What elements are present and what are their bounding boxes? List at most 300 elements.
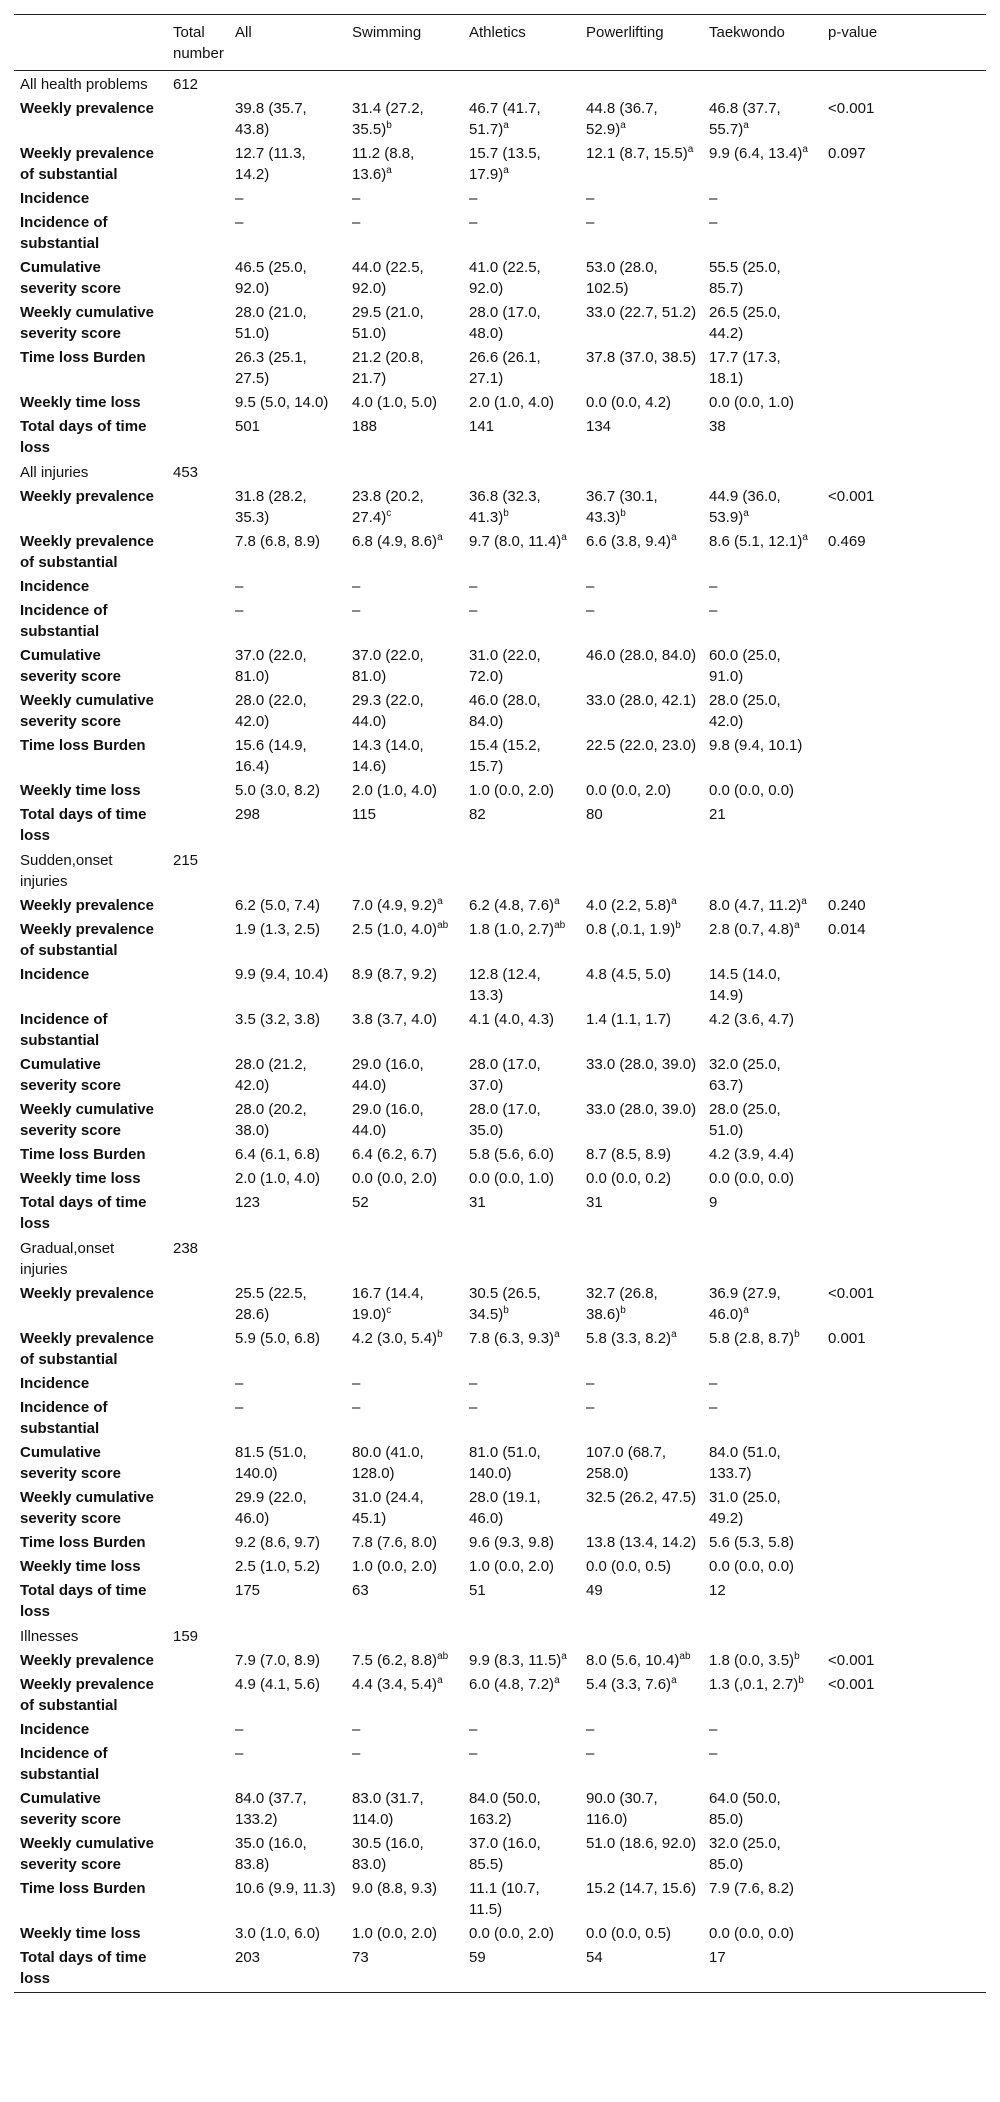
significance-superscript: a (503, 165, 509, 176)
row-label: Weekly prevalence of substantial (20, 921, 154, 959)
value-cell (463, 1945, 580, 1993)
value-cell (346, 1876, 463, 1921)
value-cell (580, 1648, 703, 1672)
empty-cell (167, 345, 229, 390)
p-value-cell: <0.001 (828, 1676, 875, 1693)
value-cell (229, 962, 346, 1007)
cell-value: 4.9 (4.1, 5.6) (235, 1676, 321, 1693)
cell-value: 17 (709, 1949, 726, 1966)
value-cell (229, 778, 346, 802)
value-cell (580, 1554, 703, 1578)
p-value-cell (822, 778, 986, 802)
value-cell (703, 962, 822, 1007)
cell-value: – (586, 578, 595, 595)
value-cell (346, 1052, 463, 1097)
value-cell (580, 1672, 703, 1717)
value-cell (346, 1097, 463, 1142)
value-cell (346, 1190, 463, 1235)
empty-cell (346, 1623, 463, 1648)
value-cell (580, 917, 703, 962)
cell-value: 80.0 (41.0, 128.0) (352, 1444, 424, 1482)
significance-superscript: a (503, 120, 509, 131)
value-cell (580, 1578, 703, 1623)
p-value-cell (822, 1007, 986, 1052)
row-label: Incidence (20, 190, 90, 207)
cell-value: 7.8 (6.8, 8.9) (235, 533, 321, 550)
empty-cell (167, 210, 229, 255)
empty-cell (167, 1554, 229, 1578)
value-cell (703, 598, 822, 643)
cell-value: 12 (709, 1582, 726, 1599)
p-value-cell: 0.001 (828, 1330, 866, 1347)
value-cell (580, 300, 703, 345)
cell-value: 32.5 (26.2, 47.5) (586, 1489, 697, 1506)
significance-superscript: a (671, 896, 677, 907)
value-cell (346, 1166, 463, 1190)
cell-value: 28.0 (17.0, 48.0) (469, 304, 541, 342)
value-cell (346, 1921, 463, 1945)
p-value-cell: <0.001 (828, 1285, 875, 1302)
value-cell (346, 210, 463, 255)
cell-value: 2.0 (1.0, 4.0) (469, 394, 555, 411)
cell-value: 80 (586, 806, 603, 823)
cell-value: 28.0 (17.0, 37.0) (469, 1056, 541, 1094)
empty-cell (167, 643, 229, 688)
table-row (14, 529, 986, 574)
significance-superscript: b (620, 1305, 626, 1316)
p-value-cell (822, 1142, 986, 1166)
value-cell (703, 96, 822, 141)
cell-value: 175 (235, 1582, 261, 1599)
empty-cell (167, 1166, 229, 1190)
cell-value: 1.8 (1.0, 2.7) (469, 921, 555, 938)
cell-value: 53.0 (28.0, 102.5) (586, 259, 658, 297)
cell-value: 25.5 (22.5, 28.6) (235, 1285, 307, 1323)
empty-cell (167, 1530, 229, 1554)
cell-value: 46.0 (28.0, 84.0) (469, 692, 541, 730)
value-cell (229, 893, 346, 917)
table-row (14, 1281, 986, 1326)
table-row (14, 1578, 986, 1623)
value-cell (229, 1945, 346, 1993)
cell-value: – (235, 190, 244, 207)
cell-value: 3.0 (1.0, 6.0) (235, 1925, 321, 1942)
cell-value: – (235, 1745, 244, 1762)
cell-value: 6.2 (5.0, 7.4) (235, 897, 321, 914)
cell-value: 188 (352, 418, 378, 435)
value-cell (229, 390, 346, 414)
row-label: Weekly time loss (20, 1925, 141, 1942)
cell-value: 9.2 (8.6, 9.7) (235, 1534, 321, 1551)
cell-value: 54 (586, 1949, 603, 1966)
p-value-cell (822, 186, 986, 210)
row-label: Time loss Burden (20, 737, 146, 754)
value-cell (580, 484, 703, 529)
cell-value: 28.0 (19.1, 46.0) (469, 1489, 541, 1527)
significance-superscript: ab (554, 920, 566, 931)
cell-value: 44.8 (36.7, 52.9) (586, 100, 658, 138)
cell-value: 16.7 (14.4, 19.0) (352, 1285, 424, 1323)
significance-superscript: a (743, 120, 749, 131)
cell-value: 5.0 (3.0, 8.2) (235, 782, 321, 799)
value-cell (703, 1876, 822, 1921)
value-cell (703, 574, 822, 598)
group-total: 612 (173, 76, 199, 93)
p-value-cell (822, 688, 986, 733)
value-cell (229, 1741, 346, 1786)
value-cell (703, 484, 822, 529)
table-row (14, 574, 986, 598)
table-row (14, 688, 986, 733)
cell-value: 15.7 (13.5, 17.9) (469, 145, 541, 183)
cell-value: 12.1 (8.7, 15.5) (586, 145, 688, 162)
value-cell (463, 390, 580, 414)
cell-value: 32.0 (25.0, 85.0) (709, 1835, 781, 1873)
value-cell (229, 1717, 346, 1741)
cell-value: – (586, 602, 595, 619)
row-label: Incidence of substantial (20, 602, 108, 640)
p-value-cell (822, 643, 986, 688)
significance-superscript: ab (437, 1651, 449, 1662)
value-cell (346, 778, 463, 802)
value-cell (463, 529, 580, 574)
cell-value: 4.1 (4.0, 4.3) (469, 1011, 555, 1028)
empty-cell (167, 1190, 229, 1235)
empty-cell (346, 1235, 463, 1281)
cell-value: 15.6 (14.9, 16.4) (235, 737, 307, 775)
cell-value: 84.0 (50.0, 163.2) (469, 1790, 541, 1828)
cell-value: – (586, 190, 595, 207)
cell-value: 84.0 (51.0, 133.7) (709, 1444, 781, 1482)
cell-value: – (709, 1745, 718, 1762)
value-cell (463, 733, 580, 778)
value-cell (580, 1831, 703, 1876)
cell-value: 1.0 (0.0, 2.0) (469, 1558, 555, 1575)
row-label: Weekly time loss (20, 782, 141, 799)
value-cell (229, 1786, 346, 1831)
p-value-cell (822, 1578, 986, 1623)
row-label: Total days of time loss (14, 1945, 167, 1993)
significance-superscript: b (675, 920, 681, 931)
p-value-cell (822, 1097, 986, 1142)
table-row (14, 1921, 986, 1945)
value-cell (229, 1440, 346, 1485)
value-cell (346, 96, 463, 141)
cell-value: – (352, 1745, 361, 1762)
value-cell (580, 1326, 703, 1371)
header-row (14, 15, 986, 71)
health-problems-table (14, 14, 986, 1993)
group-name: Gradual,onset injuries (20, 1240, 115, 1278)
cell-value: – (235, 602, 244, 619)
cell-value: – (709, 190, 718, 207)
value-cell (580, 1485, 703, 1530)
cell-value: 83.0 (31.7, 114.0) (352, 1790, 424, 1828)
p-value-cell (822, 1831, 986, 1876)
value-cell (463, 1097, 580, 1142)
empty-cell (167, 1876, 229, 1921)
cell-value: – (469, 1745, 478, 1762)
cell-value: 2.0 (1.0, 4.0) (352, 782, 438, 799)
cell-value: 14.3 (14.0, 14.6) (352, 737, 424, 775)
value-cell (463, 1717, 580, 1741)
value-cell (346, 917, 463, 962)
significance-superscript: a (561, 532, 567, 543)
p-value-cell (822, 962, 986, 1007)
value-cell (580, 1052, 703, 1097)
value-cell (346, 186, 463, 210)
value-cell (463, 1371, 580, 1395)
value-cell (580, 390, 703, 414)
cell-value: 32.7 (26.8, 38.6) (586, 1285, 658, 1323)
row-label: Total days of time loss (20, 418, 147, 456)
header-cell-taekwondo: Taekwondo (703, 15, 822, 71)
row-label: Weekly cumulative severity score (20, 1835, 154, 1873)
cell-value: 9.6 (9.3, 9.8) (469, 1534, 555, 1551)
cell-value: 8.0 (5.6, 10.4) (586, 1652, 680, 1669)
row-label: Incidence of substantial (20, 214, 108, 252)
empty-cell (167, 1440, 229, 1485)
row-label: Total days of time loss (20, 1582, 147, 1620)
value-cell (463, 186, 580, 210)
row-label: Cumulative severity score (20, 1056, 121, 1094)
value-cell (346, 1945, 463, 1993)
table-row (14, 598, 986, 643)
cell-value: 5.8 (2.8, 8.7) (709, 1330, 795, 1347)
value-cell (229, 1142, 346, 1166)
value-cell (703, 778, 822, 802)
value-cell (346, 1440, 463, 1485)
group-row (14, 847, 986, 893)
empty-cell (167, 1281, 229, 1326)
row-label: Weekly prevalence (20, 100, 154, 117)
cell-value: 1.3 (,0.1, 2.7) (709, 1676, 799, 1693)
value-cell (463, 1326, 580, 1371)
value-cell (463, 1395, 580, 1440)
cell-value: 31.0 (25.0, 49.2) (709, 1489, 781, 1527)
empty-cell (167, 778, 229, 802)
empty-cell (703, 71, 822, 97)
value-cell (703, 1142, 822, 1166)
empty-cell (229, 459, 346, 484)
row-label: Weekly prevalence (20, 488, 154, 505)
value-cell (229, 1052, 346, 1097)
table-row (14, 1440, 986, 1485)
header-cell-swimming: Swimming (346, 15, 463, 71)
cell-value: – (469, 602, 478, 619)
cell-value: 4.2 (3.6, 4.7) (709, 1011, 795, 1028)
cell-value: 36.7 (30.1, 43.3) (586, 488, 658, 526)
empty-cell (167, 96, 229, 141)
table-row (14, 210, 986, 255)
value-cell (703, 1578, 822, 1623)
p-value-cell (822, 1371, 986, 1395)
cell-value: 60.0 (25.0, 91.0) (709, 647, 781, 685)
cell-value: 82 (469, 806, 486, 823)
value-cell (580, 598, 703, 643)
value-cell (703, 1371, 822, 1395)
value-cell (463, 484, 580, 529)
cell-value: 44.0 (22.5, 92.0) (352, 259, 424, 297)
header-cell-total: Total number (167, 15, 229, 71)
cell-value: 28.0 (17.0, 35.0) (469, 1101, 541, 1139)
value-cell (463, 962, 580, 1007)
p-value-cell: 0.469 (828, 533, 866, 550)
group-total: 453 (173, 464, 199, 481)
header-cell-p-value: p-value (822, 15, 986, 71)
cell-value: 9.5 (5.0, 14.0) (235, 394, 329, 411)
value-cell (229, 1166, 346, 1190)
table-row (14, 96, 986, 141)
cell-value: 31.4 (27.2, 35.5) (352, 100, 424, 138)
empty-cell (167, 574, 229, 598)
value-cell (580, 529, 703, 574)
row-label: Cumulative severity score (20, 1790, 121, 1828)
value-cell (580, 1142, 703, 1166)
empty-cell (167, 1786, 229, 1831)
significance-superscript: a (802, 532, 808, 543)
group-total: 159 (173, 1628, 199, 1645)
value-cell (229, 210, 346, 255)
value-cell (703, 1440, 822, 1485)
cell-value: – (469, 1399, 478, 1416)
empty-cell (167, 917, 229, 962)
row-label: Weekly cumulative severity score (20, 304, 154, 342)
value-cell (346, 1142, 463, 1166)
cell-value: 49 (586, 1582, 603, 1599)
significance-superscript: a (671, 1675, 677, 1686)
table-container (14, 14, 986, 1993)
cell-value: – (469, 578, 478, 595)
significance-superscript: ab (679, 1651, 691, 1662)
cell-value: 1.0 (0.0, 2.0) (469, 782, 555, 799)
cell-value: 0.0 (0.0, 0.5) (586, 1558, 672, 1575)
value-cell (463, 1485, 580, 1530)
significance-superscript: a (437, 1675, 443, 1686)
group-total: 238 (173, 1240, 199, 1257)
cell-value: – (586, 1399, 595, 1416)
cell-value: 26.5 (25.0, 44.2) (709, 304, 781, 342)
p-value-cell (822, 345, 986, 390)
empty-cell (167, 186, 229, 210)
table-row (14, 1190, 986, 1235)
cell-value: 7.8 (7.6, 8.0) (352, 1534, 438, 1551)
value-cell (346, 1281, 463, 1326)
value-cell (463, 255, 580, 300)
p-value-cell (822, 1554, 986, 1578)
value-cell (463, 1876, 580, 1921)
cell-value: 5.9 (5.0, 6.8) (235, 1330, 321, 1347)
cell-value: 21 (709, 806, 726, 823)
value-cell (580, 186, 703, 210)
empty-cell (167, 1007, 229, 1052)
empty-cell (167, 1717, 229, 1741)
value-cell (703, 300, 822, 345)
cell-value: 28.0 (20.2, 38.0) (235, 1101, 307, 1139)
value-cell (703, 1786, 822, 1831)
value-cell (580, 1921, 703, 1945)
cell-value: 30.5 (16.0, 83.0) (352, 1835, 424, 1873)
value-cell (703, 210, 822, 255)
value-cell (463, 141, 580, 186)
cell-value: 6.2 (4.8, 7.6) (469, 897, 555, 914)
cell-value: 4.4 (3.4, 5.4) (352, 1676, 438, 1693)
value-cell (580, 643, 703, 688)
p-value-cell: 0.240 (828, 897, 866, 914)
value-cell (703, 1530, 822, 1554)
value-cell (346, 1672, 463, 1717)
table-row (14, 1554, 986, 1578)
row-label: Weekly cumulative severity score (20, 1101, 154, 1139)
cell-value: 8.9 (8.7, 9.2) (352, 966, 438, 983)
cell-value: 29.0 (16.0, 44.0) (352, 1101, 424, 1139)
value-cell (703, 1281, 822, 1326)
empty-cell (463, 459, 580, 484)
significance-superscript: ab (437, 920, 449, 931)
cell-value: – (352, 602, 361, 619)
row-label: Weekly cumulative severity score (20, 1489, 154, 1527)
p-value-cell (822, 1741, 986, 1786)
value-cell (346, 255, 463, 300)
row-label: Cumulative severity score (20, 1444, 121, 1482)
table-row (14, 802, 986, 847)
cell-value: 6.0 (4.8, 7.2) (469, 1676, 555, 1693)
cell-value: 37.8 (37.0, 38.5) (586, 349, 697, 366)
value-cell (580, 1717, 703, 1741)
value-cell (463, 96, 580, 141)
value-cell (346, 529, 463, 574)
empty-cell (463, 1235, 580, 1281)
cell-value: 32.0 (25.0, 63.7) (709, 1056, 781, 1094)
row-label: Weekly prevalence (20, 1652, 154, 1669)
cell-value: 84.0 (37.7, 133.2) (235, 1790, 307, 1828)
value-cell (346, 300, 463, 345)
value-cell (229, 1395, 346, 1440)
empty-cell (167, 141, 229, 186)
p-value-cell (822, 1921, 986, 1945)
value-cell (229, 1530, 346, 1554)
value-cell (346, 893, 463, 917)
value-cell (580, 1530, 703, 1554)
cell-value: 8.0 (4.7, 11.2) (709, 897, 802, 914)
cell-value: 9.9 (9.4, 10.4) (235, 966, 329, 983)
row-label: Incidence (20, 578, 90, 595)
significance-superscript: b (794, 1651, 800, 1662)
cell-value: 9.0 (8.8, 9.3) (352, 1880, 438, 1897)
cell-value: 44.9 (36.0, 53.9) (709, 488, 781, 526)
empty-cell (229, 847, 346, 893)
cell-value: – (352, 578, 361, 595)
value-cell (703, 1672, 822, 1717)
value-cell (229, 1578, 346, 1623)
empty-cell (167, 1648, 229, 1672)
value-cell (580, 1190, 703, 1235)
value-cell (346, 1326, 463, 1371)
value-cell (703, 643, 822, 688)
row-label: Total days of time loss (20, 1194, 147, 1232)
value-cell (703, 141, 822, 186)
group-row (14, 71, 986, 97)
value-cell (229, 598, 346, 643)
p-value-cell (822, 574, 986, 598)
table-row (14, 186, 986, 210)
value-cell (346, 484, 463, 529)
cell-value: 51.0 (18.6, 92.0) (586, 1835, 697, 1852)
empty-cell (167, 484, 229, 529)
value-cell (229, 186, 346, 210)
empty-cell (167, 255, 229, 300)
empty-cell (167, 529, 229, 574)
